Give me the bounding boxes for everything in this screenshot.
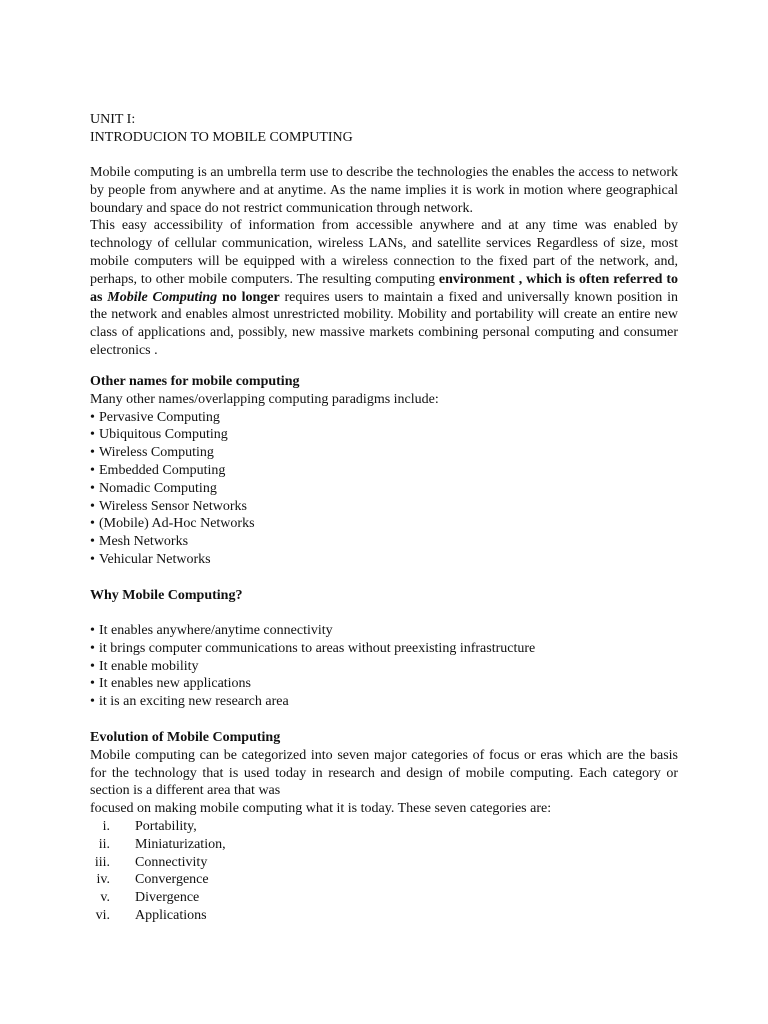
bullet-icon: • (90, 516, 95, 532)
bullet-icon: • (90, 658, 95, 674)
other-names-lead: Many other names/overlapping computing paradigms include: (90, 391, 439, 407)
intro-bold-text-1: environment , which is often referred to as (90, 271, 678, 305)
list-item-number: iii. (94, 854, 110, 870)
evolution-heading: Evolution of Mobile Computing (90, 730, 281, 745)
list-item (90, 498, 678, 516)
bullet-icon: • (90, 462, 95, 478)
list-item (90, 854, 678, 872)
evolution-section (90, 729, 678, 925)
list-item (90, 871, 678, 889)
list-item-text: it brings computer communications to areas without preexisting infrastructure (99, 640, 536, 656)
unit-header (90, 111, 678, 147)
evolution-paragraph-b: focused on making mobile computing what it is today. These seven categories are: (90, 801, 552, 817)
list-item (90, 444, 678, 462)
why-heading: Why Mobile Computing? (90, 588, 243, 603)
list-item-text: (Mobile) Ad-Hoc Networks (99, 516, 255, 532)
list-item (90, 693, 678, 711)
list-item (90, 907, 678, 925)
list-item-text: Pervasive Computing (99, 409, 220, 425)
list-item (90, 515, 678, 533)
list-item-text: Mesh Networks (99, 534, 189, 550)
bullet-icon: • (90, 694, 95, 710)
intro-paragraph-1: Mobile computing is an umbrella term use to describe the technologies the enables the access to network by people from anywhere and at anytime. As the name implies it is work in motion where geographical boundary and space do not restrict communication through network. (90, 165, 678, 216)
list-item-number: i. (102, 818, 110, 834)
bullet-icon: • (90, 534, 95, 550)
list-item-text: Wireless Sensor Networks (99, 498, 247, 514)
list-item (90, 818, 678, 836)
intro-text-end: requires users to maintain a fixed and universally known position in the network and enables almost unrestricted mobility. Mobility and portability will create an entire new class of applications and, possibly, new massive markets combining personal computing and consumer electronics . (90, 289, 679, 358)
list-item-text: Applications (135, 907, 207, 923)
other-names-list (90, 409, 678, 569)
other-names-section (90, 373, 678, 569)
list-item (90, 480, 678, 498)
list-item-number: v. (100, 890, 110, 906)
bullet-icon: • (90, 480, 95, 496)
bullet-icon: • (90, 498, 95, 514)
evolution-paragraph-a: Mobile computing can be categorized into seven major categories of focus or eras which are the basis for the technology that is used today in research and design of mobile computing. Each category or section is a different area that was (90, 747, 678, 799)
unit-label: UNIT I: (90, 112, 136, 127)
intro-bold-italic-term: Mobile Computing (107, 289, 218, 305)
list-item (90, 426, 678, 444)
intro-text-start: This easy accessibility of information from accessible anywhere and at any time was enabled by technology of cellular communication, wireless LANs, and satellite services Regardless of size, most mobile computers will be equipped with a wireless connection to the fixed part of the network, and, perhaps, to other mobile computers. The resulting computing (90, 218, 678, 287)
intro-paragraph-2 (90, 217, 678, 359)
why-section (90, 587, 678, 605)
why-list-container (90, 622, 678, 711)
page-title: INTRODUCION TO MOBILE COMPUTING (90, 129, 353, 145)
list-item-number: iv. (96, 872, 110, 888)
list-item-text: it is an exciting new research area (99, 694, 289, 710)
bullet-icon: • (90, 676, 95, 692)
list-item-text: Miniaturization, (135, 836, 226, 852)
list-item (90, 836, 678, 854)
list-item (90, 658, 678, 676)
list-item-number: ii. (98, 836, 110, 852)
bullet-icon: • (90, 445, 95, 461)
list-item (90, 462, 678, 480)
list-item-text: It enables new applications (99, 676, 252, 692)
list-item-text: Convergence (135, 872, 209, 888)
list-item-text: It enable mobility (99, 658, 199, 674)
bullet-icon: • (90, 640, 95, 656)
list-item-text: Divergence (135, 890, 200, 906)
list-item-number: vi. (95, 907, 110, 923)
list-item (90, 889, 678, 907)
other-names-heading: Other names for mobile computing (90, 374, 300, 389)
list-item-text: Vehicular Networks (99, 551, 211, 567)
why-list (90, 622, 678, 711)
bullet-icon: • (90, 409, 95, 425)
list-item (90, 622, 678, 640)
list-item (90, 533, 678, 551)
intro-section (90, 164, 678, 360)
evolution-list (90, 818, 678, 925)
list-item-text: Embedded Computing (99, 462, 226, 478)
list-item-text: Portability, (135, 818, 197, 834)
list-item (90, 640, 678, 658)
list-item-text: Nomadic Computing (99, 480, 217, 496)
list-item (90, 551, 678, 569)
list-item (90, 409, 678, 427)
list-item (90, 675, 678, 693)
list-item-text: Connectivity (135, 854, 208, 870)
bullet-icon: • (90, 551, 95, 567)
list-item-text: Ubiquitous Computing (99, 427, 228, 443)
intro-bold-text-2: no longer (217, 289, 280, 305)
bullet-icon: • (90, 427, 95, 443)
bullet-icon: • (90, 623, 95, 638)
list-item-text: It enables anywhere/anytime connectivity (99, 623, 333, 638)
list-item-text: Wireless Computing (99, 445, 214, 461)
